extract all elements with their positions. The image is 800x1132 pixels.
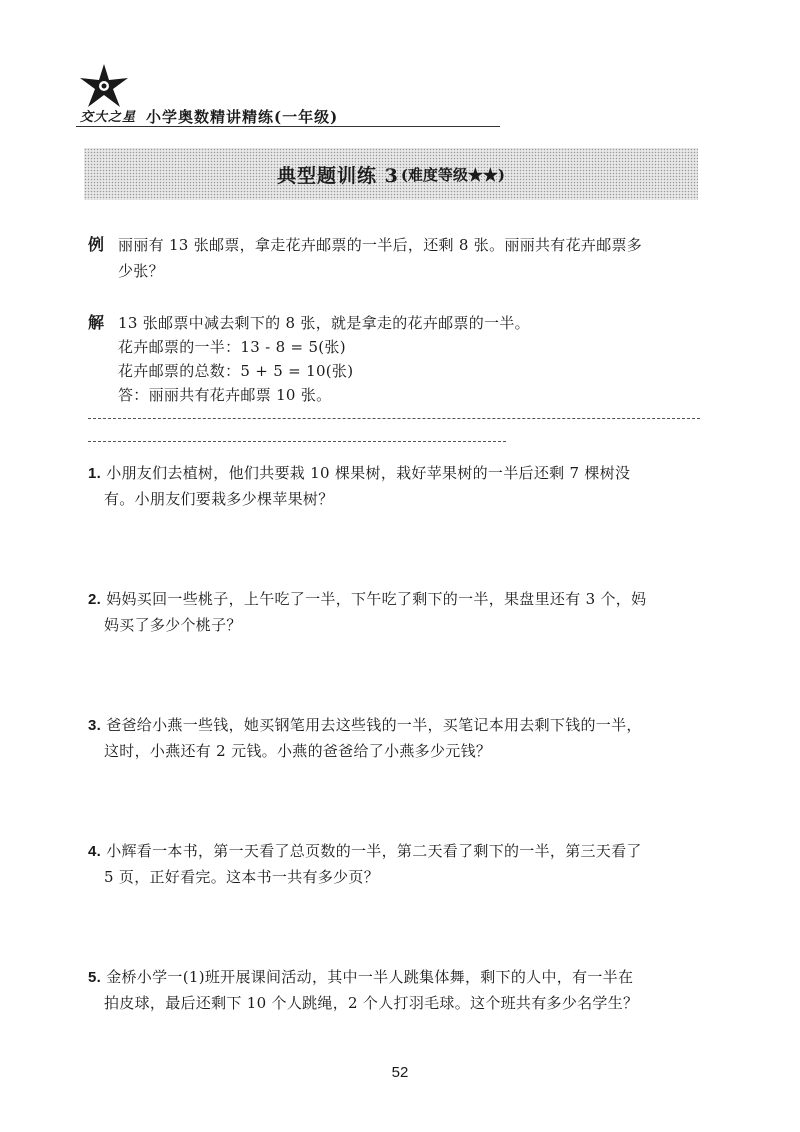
question-4-line-2: 5 页，正好看完。这本书一共有多少页？ — [104, 868, 380, 886]
logo-text: 交大之星 — [80, 110, 137, 125]
question-1-line-2: 有。小朋友们要栽多少棵苹果树？ — [104, 490, 334, 508]
question-1-line-1: 1. 小朋友们去植树，他们共要栽 10 棵果树，栽好苹果树的一半后还剩 7 棵树没 — [88, 464, 631, 482]
example-line-2: 少张？ — [118, 262, 164, 280]
dashed-separator — [88, 418, 700, 419]
question-5-line-2: 拍皮球，最后还剩下 10 个人跳绳，2 个人打羽毛球。这个班共有多少名学生？ — [104, 994, 639, 1012]
example-label: 例 — [88, 235, 105, 254]
question-number: 2. — [88, 591, 102, 608]
difficulty-label: (难度等级★★) — [400, 165, 506, 184]
solution-line-1: 13 张邮票中减去剩下的 8 张，就是拿走的花卉邮票的一半。 — [118, 314, 530, 332]
question-2-line-1: 2. 妈妈买回一些桃子，上午吃了一半，下午吃了剩下的一半，果盘里还有 3 个，妈 — [88, 590, 647, 608]
question-number: 1. — [88, 465, 102, 482]
dashed-separator — [88, 441, 506, 442]
question-number: 5. — [88, 969, 102, 986]
question-number: 3. — [88, 717, 102, 734]
header-rule — [76, 126, 500, 127]
question-number: 4. — [88, 843, 102, 860]
page-number: 52 — [391, 1064, 409, 1081]
solution-answer: 答：丽丽共有花卉邮票 10 张。 — [118, 386, 332, 404]
question-3-line-1: 3. 爸爸给小燕一些钱，她买钢笔用去这些钱的一半，买笔记本用去剩下钱的一半， — [88, 716, 642, 734]
question-4-line-1: 4. 小辉看一本书，第一天看了总页数的一半，第二天看了剩下的一半，第三天看了 — [88, 842, 642, 860]
book-title: 小学奥数精讲精练(一年级) — [146, 108, 339, 126]
question-5-line-1: 5. 金桥小学一(1)班开展课间活动，其中一半人跳集体舞，剩下的人中，有一半在 — [88, 968, 634, 986]
page-header — [76, 62, 500, 128]
section-banner — [84, 148, 698, 200]
question-2-line-2: 妈买了多少个桃子？ — [104, 616, 242, 634]
solution-line-2: 花卉邮票的一半：13 - 8 = 5(张) — [118, 338, 346, 356]
solution-label: 解 — [88, 313, 105, 332]
star-logo-icon — [76, 62, 136, 128]
question-3-line-2: 这时，小燕还有 2 元钱。小燕的爸爸给了小燕多少元钱？ — [104, 742, 492, 760]
section-title: 典型题训练 3 — [276, 164, 399, 187]
solution-line-3: 花卉邮票的总数：5 + 5 = 10(张) — [118, 362, 354, 380]
example-line-1: 丽丽有 13 张邮票，拿走花卉邮票的一半后，还剩 8 张。丽丽共有花卉邮票多 — [118, 236, 643, 254]
